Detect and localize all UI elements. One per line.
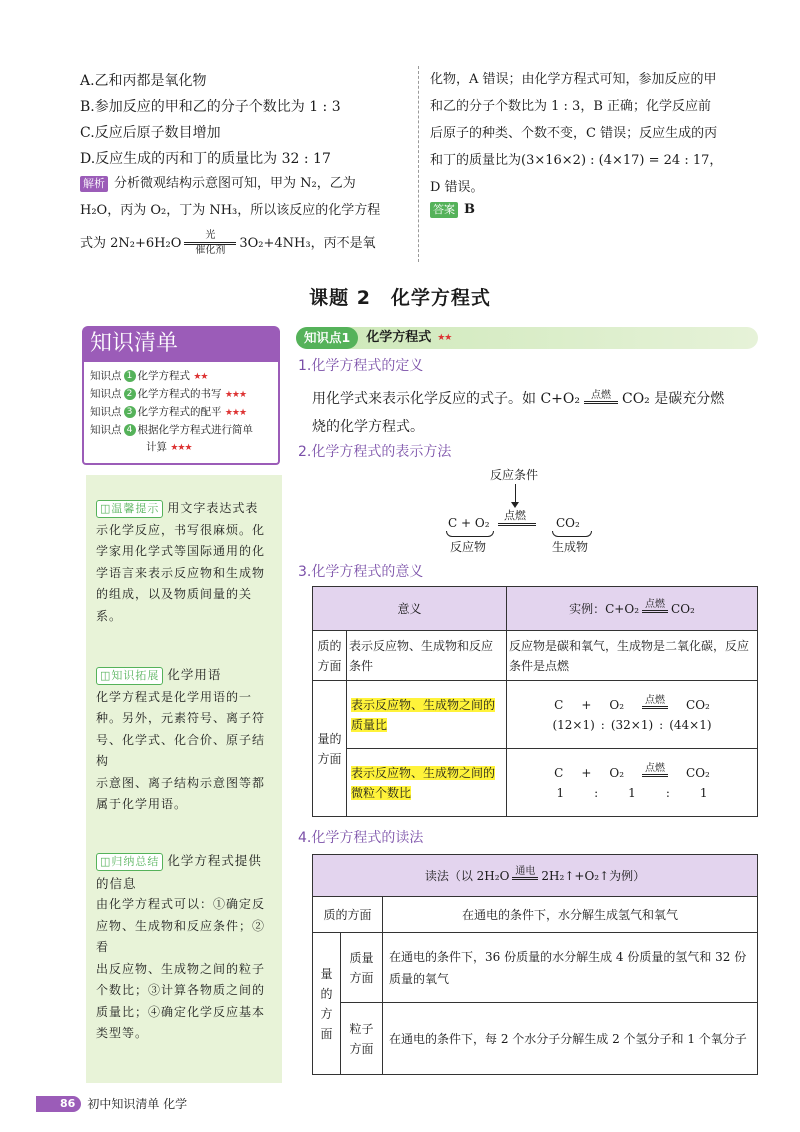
lightbulb-icon: ◫	[100, 669, 112, 682]
row-particle: 粒子方面	[341, 1003, 383, 1075]
diagram-condition: 反应条件	[490, 468, 539, 482]
table-row: 量的方面 质量方面 在通电的条件下，36 份质量的水分解生成 4 份质量的氢气和 32 份质量的氧气	[313, 933, 758, 1003]
footer	[36, 1096, 187, 1112]
knowledge-item[interactable]: 知识点 1 化学方程式 ★★	[90, 370, 208, 382]
highlight-mass: 表示反应物、生成物之间的质量比	[351, 697, 496, 732]
diagram-product: 生成物	[552, 540, 589, 554]
col-meaning: 意义	[313, 587, 507, 631]
table-row	[313, 855, 758, 897]
column-divider	[418, 66, 419, 262]
kp-badge: 知识点1	[296, 327, 358, 349]
reading-header: 读法（以 2H₂O 通电 2H₂↑+O₂↑为例）	[313, 855, 758, 897]
option-c: C.反应后原子数目增加	[80, 125, 221, 141]
option-a: A.乙和丙都是氧化物	[80, 73, 207, 89]
analysis-tag: 解析	[80, 176, 108, 192]
analysis-line-3: 式为 2N₂+6H₂O 光 催化剂 3O₂+4NH₃，丙不是氧	[80, 230, 376, 256]
particle-example: C + O₂ 点燃 CO₂ 1 : 1 : 1	[507, 749, 758, 817]
answer-line-5: D 错误。	[430, 180, 484, 195]
tip-tag-extension: ◫知识拓展	[96, 667, 163, 685]
tip-summary: ◫归纳总结 化学方程式提供 的信息 由化学方程式可以：①确定反 应物、生成物和反应条件；②看 出反应物、生成物之间的粒子 个数比；③计算各物质之间的 质量比；④确定化学反应基本 类型等。	[96, 853, 266, 1040]
star-icon: ★★	[437, 333, 452, 343]
answer-value: B	[464, 202, 475, 217]
table-row	[313, 681, 758, 749]
row-quantity: 量的方面	[313, 681, 347, 817]
star-icon: ★★★	[224, 390, 247, 400]
tip-tag-summary: ◫归纳总结	[96, 853, 163, 871]
knowledge-item[interactable]: 知识点 2 化学方程式的书写 ★★★	[90, 388, 247, 400]
knowledge-item[interactable]: 知识点 4 根据化学方程式进行简单	[90, 424, 253, 436]
footer-title: 初中知识清单 化学	[87, 1097, 188, 1111]
answer-row	[430, 196, 475, 223]
row-quality: 质的方面	[313, 631, 347, 681]
knowledge-list	[82, 326, 280, 465]
tip-tag-warm: ◫温馨提示	[96, 500, 163, 518]
meaning-table	[312, 586, 758, 817]
lightbulb-icon: ◫	[100, 502, 112, 515]
analysis-line-2: H₂O，丙为 O₂，丁为 NH₃，所以该反应的化学方程	[80, 203, 381, 218]
knowledge-item[interactable]: 知识点 3 化学方程式的配平 ★★★	[90, 406, 247, 418]
diagram-left: C + O₂	[448, 516, 490, 530]
page-number: 86	[36, 1096, 81, 1112]
analysis-line-1: 解析 分析微观结构示意图可知，甲为 N₂，乙为	[80, 170, 356, 197]
equation-diagram	[440, 464, 610, 558]
answer-tag: 答案	[430, 202, 458, 218]
table-row	[313, 587, 758, 631]
mass-example: C + O₂ 点燃 CO₂ (12×1) : (32×1) : (44×1)	[507, 681, 758, 749]
answer-line-2: 和乙的分子个数比为 1 : 3，B 正确；化学反应前	[430, 99, 712, 114]
heading-definition: 1.化学方程式的定义	[298, 358, 424, 374]
star-icon: ★★	[193, 372, 208, 382]
reaction-condition: 光 催化剂	[184, 230, 236, 257]
option-b: B.参加反应的甲和乙的分子个数比为 1 : 3	[80, 99, 341, 115]
heading-representation: 2.化学方程式的表示方法	[298, 444, 452, 460]
answer-line-4: 和丁的质量比为(3×16×2) : (4×17) = 24 : 17，	[430, 153, 723, 168]
heading-reading: 4.化学方程式的读法	[298, 830, 424, 846]
answer-line-1: 化物，A 错误；由化学方程式可知，参加反应的甲	[430, 72, 717, 87]
row-mass: 质量方面	[341, 933, 383, 1003]
diagram-right: CO₂	[556, 516, 580, 530]
tip-extension: ◫知识拓展 化学用语 化学方程式是化学用语的一 种。另外，元素符号、离子符 号、化学式、化合价、原子结构 示意图、离子结构示意图等都 属于化学用语。	[96, 667, 266, 811]
knowledge-list-title: 知识清单	[82, 326, 280, 362]
answer-line-3: 后原子的种类、个数不变，C 错误；反应生成的丙	[430, 126, 718, 141]
row-quantity: 量的方面	[313, 933, 341, 1075]
definition-line-2: 烧的化学方程式。	[312, 419, 424, 435]
table-row	[313, 749, 758, 817]
row-quality: 质的方面	[313, 897, 383, 933]
col-example: 实例：C+O₂ 点燃 CO₂	[507, 587, 758, 631]
knowledge-item-cont: 计算 ★★★	[146, 441, 192, 453]
table-row: 质的方面 在通电的条件下，水分解生成氢气和氧气	[313, 897, 758, 933]
tip-warm: ◫温馨提示 用文字表达式表 示化学反应，书写很麻烦。化 学家用化学式等国际通用的化 学语言来表示反应物和生成物 的组成，以及物质间量的关系。	[96, 501, 266, 623]
definition-line-1: 用化学式来表示化学反应的式子。如 C+O₂ 点燃 CO₂ 是碳充分燃	[312, 390, 725, 407]
table-row: 质的方面 表示反应物、生成物和反应条件 反应物是碳和氧气，生成物是二氧化碳，反应条件是点燃	[313, 631, 758, 681]
diagram-reactant: 反应物	[450, 540, 487, 554]
star-icon: ★★★	[224, 408, 247, 418]
reading-table	[312, 854, 758, 1075]
table-row: 粒子方面 在通电的条件下，每 2 个水分子分解生成 2 个氢分子和 1 个氧分子	[313, 1003, 758, 1075]
lightbulb-icon: ◫	[100, 855, 112, 868]
highlight-particle: 表示反应物、生成物之间的微粒个数比	[351, 765, 496, 800]
kp-title: 化学方程式	[366, 330, 432, 345]
diagram-top: 点燃	[504, 509, 526, 522]
option-d: D.反应生成的丙和丁的质量比为 32 : 17	[80, 151, 331, 167]
knowledge-point-header	[296, 327, 451, 349]
heading-meaning: 3.化学方程式的意义	[298, 564, 424, 580]
section-title: 课题 2 化学方程式	[309, 287, 491, 309]
star-icon: ★★★	[170, 443, 192, 453]
